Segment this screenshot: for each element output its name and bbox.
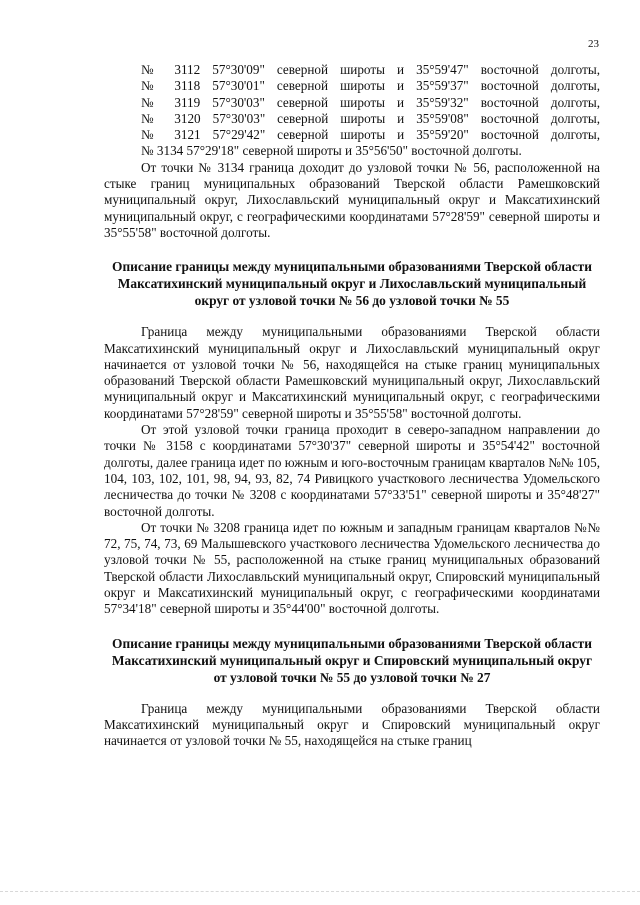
section-paragraph: Граница между муниципальными образованиями Тверской области Максатихинский муниципальный округ и Лихославльский муниципальный округ начинается от узловой точки № 56, находящейся на стыке границ муниципальных образований Тверской области Рамешковский муниципальный округ, Лихославльский муниципальный округ и Максатихинский муниципальный округ, с географическими координатами 57°28'59" северной широты и 35°55'58" восточной долготы.	[104, 324, 600, 421]
coordinate-line: № 3118 57°30'01" северной широты и 35°59'37" восточной долготы,	[141, 78, 600, 94]
coordinate-line: № 3120 57°30'03" северной широты и 35°59'08" восточной долготы,	[141, 110, 600, 126]
coordinate-line: № 3121 57°29'42" северной широты и 35°59'20" восточной долготы,	[141, 127, 600, 143]
section-heading: Описание границы между муниципальными образованиями Тверской области Максатихинский муниципальный округ и Лихославльский муниципальный округ от узловой точки № 56 до узловой точки № 55	[112, 259, 592, 309]
section-paragraph: От точки № 3208 граница идет по южным и западным границам кварталов №№ 72, 75, 74, 73, 69 Малышевского участкового лесничества Удомельского лесничества до узловой точки № 55, расположенной на стыке границ муниципальных образований Тверской области Лихославльский муниципальный округ, Спировский муниципальный округ и Максатихинский муниципальный округ, с географическими координатами 57°34'18" северной широты и 35°44'00" восточной долготы.	[104, 519, 600, 617]
coordinate-line: № 3134 57°29'18" северной широты и 35°56'50" восточной долготы.	[141, 143, 522, 159]
section-paragraph: Граница между муниципальными образованиями Тверской области Максатихинский муниципальный округ и Спировский муниципальный округ начинается от узловой точки № 55, находящейся на стыке границ	[104, 700, 600, 749]
document-body	[104, 62, 600, 750]
footer-divider	[0, 891, 640, 892]
section-paragraph: От этой узловой точки граница проходит в северо-западном направлении до точки № 3158 с координатами 57°30'37" северной широты и 35°54'42" восточной долготы, далее граница идет по южным и юго-восточным границам кварталов №№ 105, 104, 103, 102, 101, 98, 94, 93, 82, 74 Ривицкого участкового лесничества Удомельского лесничества до точки № 3208 с координатами 57°33'51" северной широты и 35°48'27" восточной долготы.	[104, 422, 600, 519]
section-heading: Описание границы между муниципальными образованиями Тверской области Максатихинский муниципальный округ и Спировский муниципальный округ от узловой точки № 55 до узловой точки № 27	[111, 635, 593, 685]
coordinate-line: № 3119 57°30'03" северной широты и 35°59'32" восточной долготы,	[141, 94, 600, 110]
coordinate-line: № 3112 57°30'09" северной широты и 35°59'47" восточной долготы,	[141, 62, 600, 77]
intro-paragraph: От точки № 3134 граница доходит до узловой точки № 56, расположенной на стыке границ муниципальных образований Тверской области Рамешковский муниципальный округ, Лихославльский муниципальный округ и Максатихинский муниципальный округ, с географическими координатами 57°28'59" северной широты и 35°55'58" восточной долготы.	[104, 159, 600, 240]
page-number: 23	[588, 38, 599, 50]
